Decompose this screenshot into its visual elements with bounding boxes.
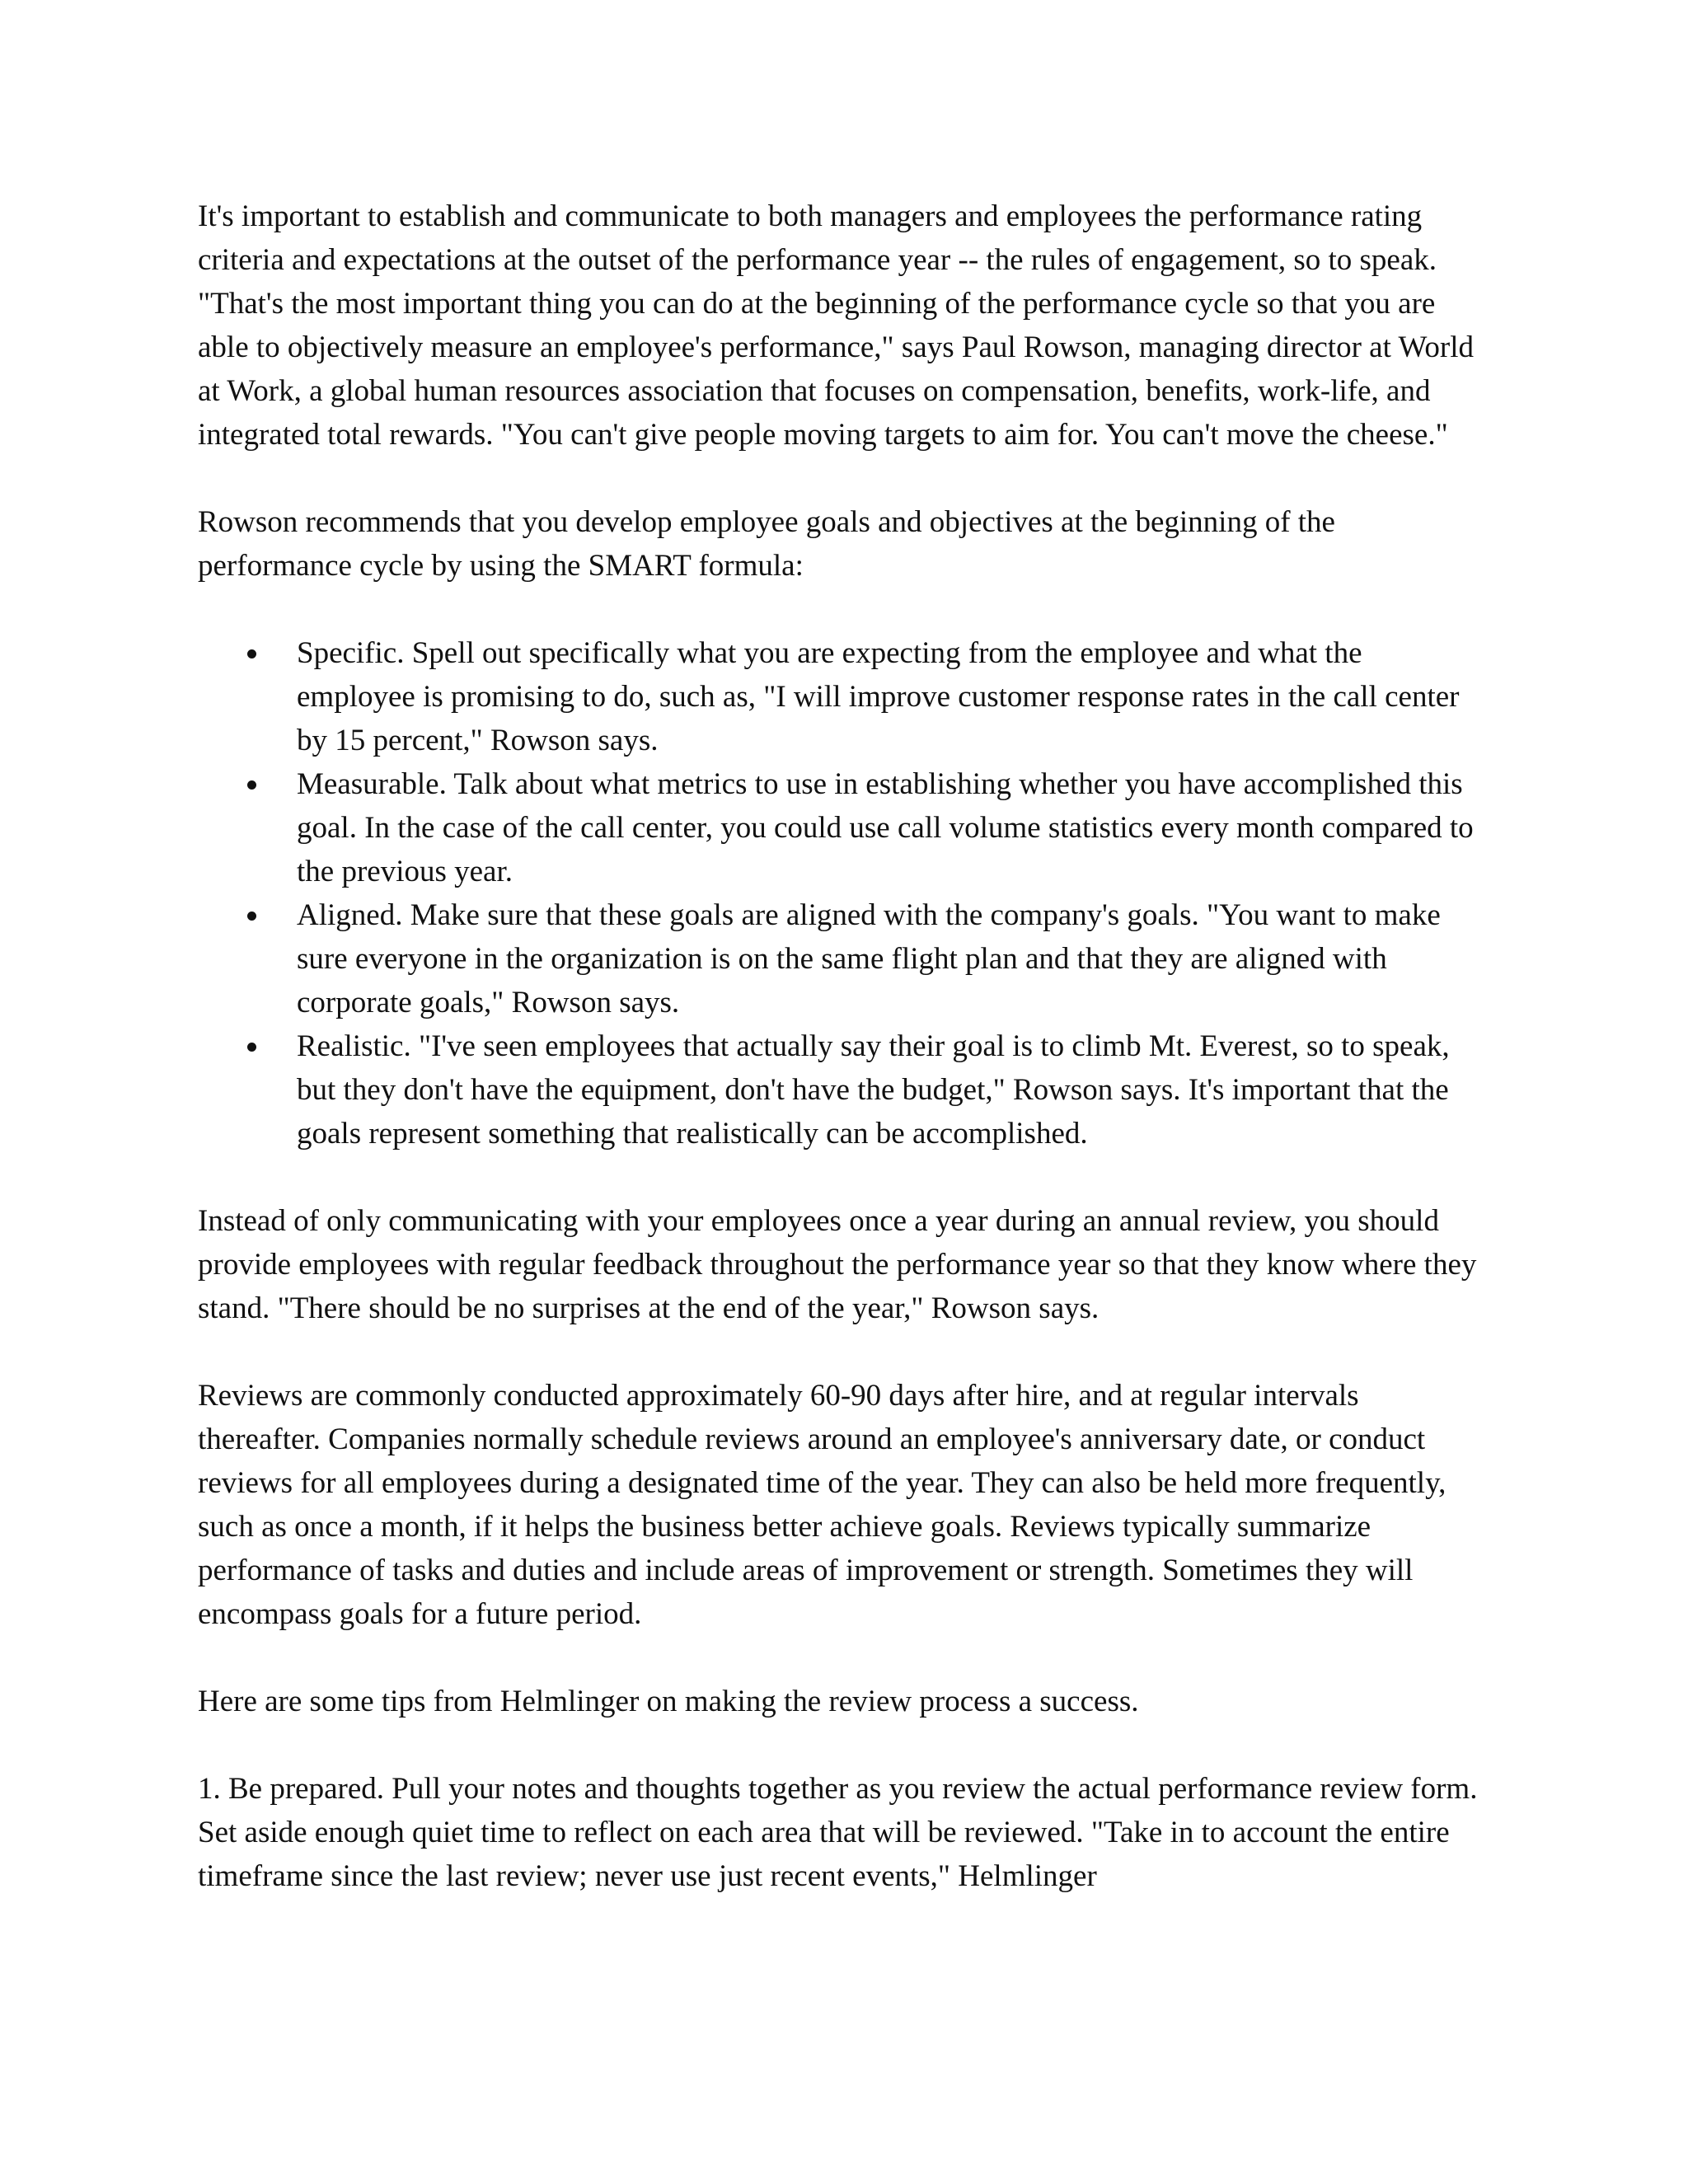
list-item	[198, 762, 1484, 893]
document-page	[198, 194, 1484, 1898]
list-item-text: Measurable. Talk about what metrics to use in establishing whether you have accomplished this goal. In the case of the call center, you could use call volume statistics every month compared to the previous year.	[297, 767, 1474, 888]
paragraph-tip-be-prepared: 1. Be prepared. Pull your notes and thoughts together as you review the actual performance review form. Set aside enough quiet time to reflect on each area that will be reviewed. "Take in to account the entire timeframe since the last review; never use just recent events," Helmlinger	[198, 1772, 1478, 1893]
paragraph-regular-feedback: Instead of only communicating with your employees once a year during an annual review, you should provide employees with regular feedback throughout the performance year so that they know where they stand. "There should be no surprises at the end of the year," Rowson says.	[198, 1204, 1477, 1325]
list-item	[198, 631, 1484, 762]
paragraph-rating-criteria: It's important to establish and communicate to both managers and employees the performance rating criteria and expectations at the outset of the performance year -- the rules of engagement, so to speak. "That's the most important thing you can do at the beginning of the performance cycle so that you are able to objectively measure an employee's performance," says Paul Rowson, managing director at World at Work, a global human resources association that focuses on compensation, benefits, work-life, and integrated total rewards. "You can't give people moving targets to aim for. You can't move the cheese."	[198, 199, 1475, 452]
bullet-icon	[247, 649, 256, 658]
list-item-text: Specific. Spell out specifically what you are expecting from the employee and what the employee is promising to do, such as, "I will improve customer response rates in the call center by 15 percent," Rowson says.	[297, 636, 1460, 757]
paragraph-tips-intro: Here are some tips from Helmlinger on making the review process a success.	[198, 1685, 1139, 1718]
bullet-icon	[247, 780, 256, 790]
bullet-icon	[247, 912, 256, 921]
paragraph-smart-intro: Rowson recommends that you develop employee goals and objectives at the beginning of the performance cycle by using the SMART formula:	[198, 505, 1335, 583]
bullet-icon	[247, 1043, 256, 1052]
list-item	[198, 893, 1484, 1024]
list-item	[198, 1024, 1484, 1155]
smart-list	[198, 631, 1484, 1155]
list-item-text: Realistic. "I've seen employees that actually say their goal is to climb Mt. Everest, so to speak, but they don't have the equipment, don't have the budget," Rowson says. It's important that the goals represent something that realistically can be accomplished.	[297, 1029, 1450, 1151]
list-item-text: Aligned. Make sure that these goals are aligned with the company's goals. "You want to make sure everyone in the organization is on the same flight plan and that they are aligned with corporate goals," Rowson says.	[297, 898, 1441, 1019]
paragraph-review-schedule: Reviews are commonly conducted approximately 60-90 days after hire, and at regular intervals thereafter. Companies normally schedule reviews around an employee's anniversary date, or conduct reviews for all employees during a designated time of the year. They can also be held more frequently, such as once a month, if it helps the business better achieve goals. Reviews typically summarize performance of tasks and duties and include areas of improvement or strength. Sometimes they will encompass goals for a future period.	[198, 1379, 1447, 1631]
